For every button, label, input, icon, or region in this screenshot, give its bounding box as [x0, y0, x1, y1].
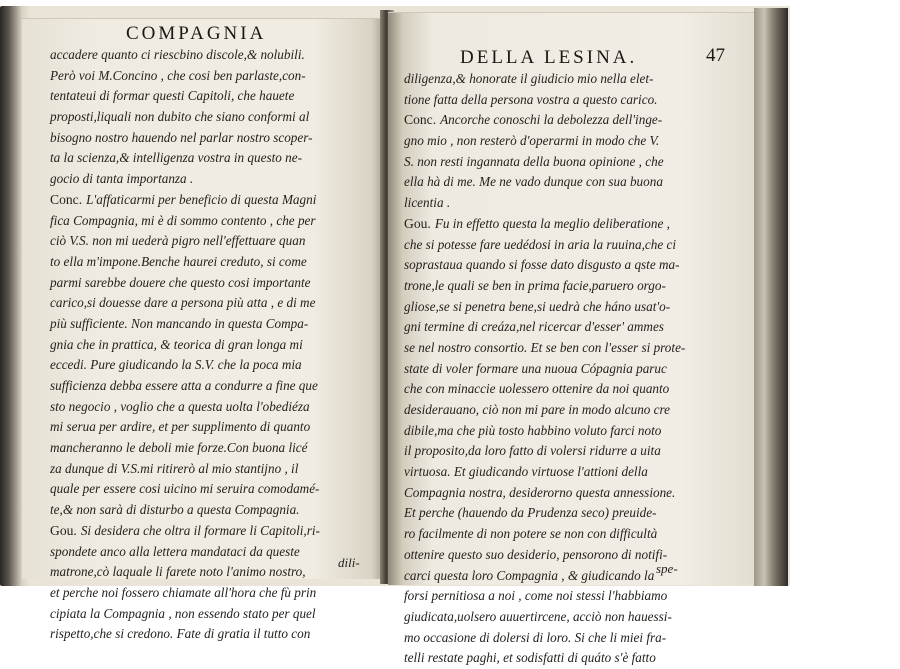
line-text: forsi pernitiosa a noi , come noi stessi l'habbiamo — [404, 588, 668, 604]
line-text: S. non resti ingannata della buona opinione , che — [404, 153, 664, 169]
line-text: sufficienza debba essere atta a condurre a fine que — [50, 378, 318, 393]
right-running-head: DELLA LESINA. — [460, 47, 638, 68]
line-text: Compagnia nostra, desiderorno questa annessione. — [404, 484, 676, 500]
line-text: se nel nostro consortio. Et se ben con l'esser si prote- — [404, 339, 686, 355]
text-line — [50, 438, 384, 459]
line-text: sto negocio , voglio che a questa uolta l'obediéza — [50, 398, 310, 414]
text-line — [50, 376, 384, 397]
line-text: matrone,cò laquale li farete noto l'animo nostro, — [50, 564, 306, 580]
text-line — [50, 542, 384, 563]
line-text: fica Compagnia, mi è di sommo contento , che per — [50, 212, 316, 228]
line-text: telli restate paghi, et sodisfatti di quáto s'è fatto — [404, 650, 656, 666]
line-text: ella hà di me. Me ne vado dunque con sua buona — [404, 174, 663, 190]
text-line — [404, 607, 746, 628]
line-text: accadere quanto ci riescbino discole,& nolubili. — [50, 47, 305, 62]
text-line — [50, 169, 384, 190]
left-page — [22, 18, 386, 642]
left-page-text — [50, 45, 384, 645]
line-text: diligenza,& honorate il giudicio mio nella elet- — [404, 71, 654, 86]
text-line — [404, 193, 746, 214]
line-text: che con minaccie uolessero ottenire da noi quanto — [404, 381, 670, 397]
line-text: il proposito,da loro fatto di volersi ridurre a uita — [404, 443, 661, 459]
speaker-label: Gou. — [404, 215, 431, 231]
line-text: dibile,ma che più tosto habbino voluto farci noto — [404, 422, 662, 438]
line-text: ro facilmente di non potere se non con difficultà — [404, 526, 658, 542]
line-text: trone,le quali se ben in prima facie,paruero orgo- — [404, 277, 666, 293]
line-text: Fu in effetto questa la meglio deliberatione , — [434, 215, 670, 231]
text-line — [404, 338, 746, 359]
text-line — [404, 297, 746, 318]
line-text: state di voler formare una nuoua Cópagnia paruc — [404, 360, 667, 376]
text-line — [50, 86, 384, 107]
page-number: 47 — [706, 45, 725, 66]
text-line — [404, 110, 746, 131]
text-line — [404, 276, 746, 297]
text-line — [50, 66, 384, 87]
line-text: più sufficiente. Non mancando in questa Compa- — [50, 315, 309, 331]
text-line — [404, 462, 746, 483]
line-text: gnia che in prattica, & teorica di gran longa mi — [50, 336, 303, 352]
left-running-head: COMPAGNIA — [126, 23, 267, 44]
text-line — [404, 131, 746, 152]
right-page — [388, 12, 756, 666]
line-text: to ella m'impone.Benche haurei creduto, si come — [50, 253, 307, 269]
line-text: za dunque di V.S.mi ritirerò al mio stantijno , il — [50, 460, 299, 476]
text-line — [404, 235, 746, 256]
line-text: mi serua per ardire, et per supplimento di quanto — [50, 419, 311, 435]
line-text: et perche noi fossero chiamate all'hora che fù prin — [50, 584, 317, 600]
text-line — [404, 214, 746, 235]
text-line — [404, 255, 746, 276]
text-line — [50, 252, 384, 273]
line-text: tione fatta della persona vostra a questo carico. — [404, 91, 658, 107]
text-line — [404, 628, 746, 649]
text-line — [50, 293, 384, 314]
text-line — [50, 148, 384, 169]
line-text: che si potesse fare uedédosi in aria la ruuina,che ci — [404, 236, 677, 252]
line-text: bisogno nostro hauendo nel parlar nostro scoper- — [50, 129, 313, 145]
right-page-text — [404, 69, 746, 669]
line-text: gno mio , non resterò d'operarmi in modo che V. — [404, 133, 660, 149]
line-text: virtuosa. Et giudicando virtuose l'attioni della — [404, 464, 648, 480]
text-line — [50, 335, 384, 356]
text-line — [50, 459, 384, 480]
text-line — [404, 69, 746, 90]
line-text: ciò V.S. non mi uederà pigro nell'effettuare quan — [50, 233, 306, 249]
text-line — [50, 107, 384, 128]
line-text: Ancorche conoschi la debolezza dell'inge- — [440, 112, 663, 128]
line-text: gliose,se si penetra bene,si uedrà che háno usat'o- — [404, 298, 671, 314]
text-line — [404, 317, 746, 338]
text-line — [404, 441, 746, 462]
line-text: mo occasione di dolersi di loro. Si che li miei fra- — [404, 629, 667, 645]
line-text: te,& non sarà di disturbo a questa Compagnia. — [50, 502, 300, 518]
line-text: parmi sarebbe douere che questo cosi importante — [50, 274, 311, 290]
line-text: gocio di tanta importanza . — [50, 171, 194, 187]
text-line — [50, 273, 384, 294]
line-text: Però voi M.Concino , che cosi ben parlaste,con- — [50, 67, 306, 83]
line-text: carci questa loro Compagnia , & giudicando la — [404, 567, 655, 583]
text-line — [50, 417, 384, 438]
line-text: proposti,liquali non dubito che siano conformi al — [50, 109, 310, 125]
line-text: ta la scienza,& intelligenza vostra in questo ne- — [50, 150, 302, 166]
text-line — [50, 128, 384, 149]
text-line — [404, 545, 746, 566]
line-text: eccedi. Pure giudicando la S.V. che la poca mia — [50, 357, 302, 373]
line-text: giudicata,uolsero auuertircene, acciò non hauessi- — [404, 608, 672, 624]
text-line — [404, 152, 746, 173]
line-text: ottenire questo suo desiderio, pensorono di notifi- — [404, 546, 668, 562]
text-line — [50, 500, 384, 521]
text-line — [50, 521, 384, 542]
line-text: gni termine di creáza,nel ricercar d'esser' ammes — [404, 319, 664, 335]
text-line — [404, 400, 746, 421]
speaker-label: Conc. — [50, 191, 83, 207]
text-line — [404, 379, 746, 400]
text-line — [404, 483, 746, 504]
text-line — [50, 314, 384, 335]
line-text: Et perche (hauendo da Prudenza seco) preuide- — [404, 505, 657, 521]
text-line — [404, 359, 746, 380]
text-line — [404, 566, 746, 587]
line-text: soprastaua quando si fosse dato disgusto a qste ma- — [404, 257, 680, 273]
text-line — [404, 648, 746, 669]
text-line — [50, 45, 384, 66]
speaker-label: Gou. — [50, 522, 77, 538]
text-line — [50, 211, 384, 232]
line-text: spondete anco alla lettera mandataci da queste — [50, 543, 300, 559]
line-text: Si desidera che oltra il formare li Capitoli,ri- — [80, 522, 320, 538]
line-text: mancheranno le deboli mie forze.Con buona licé — [50, 440, 308, 456]
line-text: cipiata la Compagnia , non essendo stato per quel — [50, 605, 316, 621]
text-line — [404, 503, 746, 524]
text-line — [50, 479, 384, 500]
text-line — [50, 355, 384, 376]
speaker-label: Conc. — [404, 112, 437, 128]
page-stack-edge — [754, 8, 788, 586]
line-text: carico,si douesse dare a persona più atta , e di me — [50, 295, 316, 311]
text-line — [404, 90, 746, 111]
text-line — [50, 624, 384, 645]
left-catchword: dili- — [338, 555, 360, 570]
text-line — [404, 421, 746, 442]
right-catchword: spe- — [656, 561, 678, 576]
line-text: tentateui di formar questi Capitoli, che hauete — [50, 88, 295, 104]
text-line — [50, 190, 384, 211]
text-line — [50, 604, 384, 625]
text-line — [404, 586, 746, 607]
text-line — [50, 583, 384, 604]
line-text: L'affaticarmi per beneficio di questa Magni — [86, 191, 317, 207]
line-text: rispetto,che si credono. Fate di gratia il tutto con — [50, 626, 311, 642]
line-text: licentia . — [404, 195, 451, 211]
line-text: desiderauano, ciò non mi pare in modo alcuno cre — [404, 402, 671, 417]
text-line — [404, 172, 746, 193]
text-line — [50, 397, 384, 418]
text-line — [50, 562, 384, 583]
text-line — [50, 231, 384, 252]
line-text: quale per essere cosi uicino mi seruira comodamé- — [50, 481, 320, 497]
text-line — [404, 524, 746, 545]
